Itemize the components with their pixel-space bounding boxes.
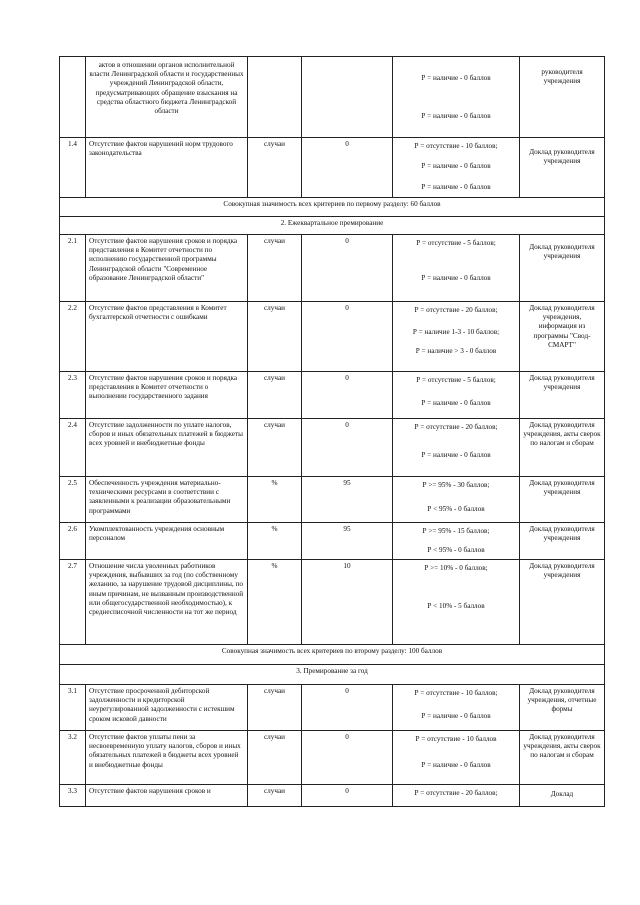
criterion-cell: Отсутствие фактов представления в Комитет бухгалтерской отчетности с ошибками xyxy=(86,302,248,372)
source-cell: Доклад руководителя учреждения, информация из программы "Свод-СМАРТ" xyxy=(520,302,605,372)
source-cell: Доклад руководителя учреждения xyxy=(520,372,605,419)
unit-cell: случаи xyxy=(248,372,302,419)
calc-line: Р = отсутствие - 10 баллов; xyxy=(414,142,498,150)
section-title: 2. Ежеквартальное премирование xyxy=(60,217,605,235)
value-cell: 0 xyxy=(302,302,393,372)
calc-line: Р = наличие > 3 - 0 баллов xyxy=(415,347,497,355)
calc-line: Р < 95% - 0 баллов xyxy=(427,505,485,513)
calc-line: Р = наличие - 0 баллов xyxy=(421,74,491,82)
section-title: 3. Премирование за год xyxy=(60,665,605,685)
row-number: 2.4 xyxy=(60,419,86,477)
section-header-row xyxy=(60,217,605,235)
table-row xyxy=(60,235,605,302)
value-cell: 0 xyxy=(302,731,393,785)
unit-cell: % xyxy=(248,523,302,560)
source-cell: Доклад руководителя учреждения, акты сверок по налогам и сборам xyxy=(520,731,605,785)
criterion-cell: Отношение числа уволенных работников учреждения, выбывших за год (по собственному желанию, за нарушение трудовой дисциплины, по иным причинам, не вызванным производственной или общегосударственной необходимостью), к среднесписочной численности на тот же период xyxy=(86,560,248,645)
source-cell: Доклад руководителя учреждения, акты сверок по налогам и сборам xyxy=(520,419,605,477)
source-cell: Доклад руководителя учреждения xyxy=(520,138,605,198)
row-number: 1.4 xyxy=(60,138,86,198)
row-number: 2.7 xyxy=(60,560,86,645)
row-number: 2.3 xyxy=(60,372,86,419)
unit-cell: случаи xyxy=(248,731,302,785)
unit-cell: случаи xyxy=(248,685,302,731)
unit-cell: случаи xyxy=(248,419,302,477)
row-number: 3.1 xyxy=(60,685,86,731)
row-number: 2.6 xyxy=(60,523,86,560)
calc-cell xyxy=(393,57,520,138)
table-row xyxy=(60,302,605,372)
criterion-cell: Отсутствие задолженности по уплате налогов, сборов и иных обязательных платежей в бюджеты всех уровней и внебюджетные фонды xyxy=(86,419,248,477)
row-number: 3.2 xyxy=(60,731,86,785)
calc-cell xyxy=(393,419,520,477)
calc-line: Р = наличие - 0 баллов xyxy=(421,399,491,407)
unit-cell: случаи xyxy=(248,235,302,302)
criteria-table xyxy=(59,56,605,807)
table-row xyxy=(60,138,605,198)
unit-cell: случаи xyxy=(248,138,302,198)
section-total: Совокупная значимость всех критериев по второму разделу: 100 баллов xyxy=(60,645,605,665)
section-header-row xyxy=(60,665,605,685)
calc-cell xyxy=(393,785,520,807)
criterion-cell: Отсутствие фактов нарушения сроков и xyxy=(86,785,248,807)
table-row xyxy=(60,731,605,785)
calc-line: Р >= 95% - 15 баллов; xyxy=(422,527,490,535)
value-cell: 10 xyxy=(302,560,393,645)
calc-line: Р = отсутствие - 10 баллов xyxy=(415,735,497,743)
table-row xyxy=(60,560,605,645)
unit-cell: случаи xyxy=(248,302,302,372)
calc-line: Р = наличие - 0 баллов xyxy=(421,183,491,191)
calc-cell xyxy=(393,685,520,731)
calc-line: Р = отсутствие - 10 баллов; xyxy=(414,689,498,697)
calc-line: Р < 95% - 0 баллов xyxy=(427,546,485,554)
table-row xyxy=(60,685,605,731)
calc-cell xyxy=(393,302,520,372)
source-cell: Доклад руководителя учреждения xyxy=(520,523,605,560)
value-cell: 0 xyxy=(302,138,393,198)
value-cell: 0 xyxy=(302,419,393,477)
source-cell: Доклад руководителя учреждения xyxy=(520,560,605,645)
calc-line: Р >= 95% - 30 баллов; xyxy=(422,481,490,489)
criterion-cell: Отсутствие фактов нарушений норм трудового законодательства xyxy=(86,138,248,198)
unit-cell xyxy=(248,57,302,138)
table-row xyxy=(60,785,605,807)
source-cell: Доклад xyxy=(520,785,605,807)
unit-cell: случаи xyxy=(248,785,302,807)
calc-cell xyxy=(393,138,520,198)
source-cell: Доклад руководителя учреждения, отчетные формы xyxy=(520,685,605,731)
row-number: 3.3 xyxy=(60,785,86,807)
criterion-cell: Укомплектованность учреждения основным персоналом xyxy=(86,523,248,560)
value-cell: 0 xyxy=(302,785,393,807)
criterion-cell: актов в отношении органов исполнительной власти Ленинградской области и государственных учреждений Ленинградской области, предусматривающих обращение взыскания на средства областного бюджета Ленинградской области xyxy=(86,57,248,138)
unit-cell: % xyxy=(248,477,302,523)
calc-line: Р = отсутствие - 5 баллов; xyxy=(416,239,496,247)
criterion-cell: Отсутствие фактов нарушения сроков и порядка представления в Комитет отчетности о выполнении государственного задания xyxy=(86,372,248,419)
value-cell: 0 xyxy=(302,235,393,302)
calc-line: Р = наличие - 0 баллов xyxy=(421,712,491,720)
calc-line: Р = наличие - 0 баллов xyxy=(421,162,491,170)
section-total-row xyxy=(60,198,605,217)
calc-line: Р = отсутствие - 5 баллов; xyxy=(416,376,496,384)
row-number: 2.5 xyxy=(60,477,86,523)
criterion-cell: Обеспеченность учреждения материально-техническими ресурсами в соответствии с заявленными к реализации образовательными программами xyxy=(86,477,248,523)
value-cell: 95 xyxy=(302,523,393,560)
source-cell: руководителя учреждения xyxy=(520,57,605,138)
table-row xyxy=(60,57,605,138)
source-cell: Доклад руководителя учреждения xyxy=(520,477,605,523)
value-cell: 0 xyxy=(302,685,393,731)
calc-cell xyxy=(393,731,520,785)
section-total-row xyxy=(60,645,605,665)
calc-line: Р = отсутствие - 20 баллов; xyxy=(414,306,498,314)
value-cell: 95 xyxy=(302,477,393,523)
calc-line: Р = наличие 1-3 - 10 баллов; xyxy=(412,328,500,336)
table-row xyxy=(60,477,605,523)
calc-line: Р = наличие - 0 баллов xyxy=(421,761,491,769)
table-row xyxy=(60,372,605,419)
row-number: 2.2 xyxy=(60,302,86,372)
calc-cell xyxy=(393,372,520,419)
row-number: 2.1 xyxy=(60,235,86,302)
calc-line: Р = наличие - 0 баллов xyxy=(421,112,491,120)
section-total: Совокупная значимость всех критериев по первому разделу: 60 баллов xyxy=(60,198,605,217)
row-number xyxy=(60,57,86,138)
criterion-cell: Отсутствие просроченной дебиторской задолженности и кредиторской неурегулированной задолженности с истекшим сроком исковой давности xyxy=(86,685,248,731)
value-cell xyxy=(302,57,393,138)
table-row xyxy=(60,419,605,477)
calc-cell xyxy=(393,235,520,302)
calc-line: Р = наличие - 0 баллов xyxy=(421,274,491,282)
calc-cell xyxy=(393,477,520,523)
calc-cell xyxy=(393,523,520,560)
criterion-cell: Отсутствие фактов нарушения сроков и порядка представления в Комитет отчетности по исполнению государственной программы Ленинградской области "Современное образование Ленинградской области" xyxy=(86,235,248,302)
calc-cell xyxy=(393,560,520,645)
calc-line: Р < 10% - 5 баллов xyxy=(427,602,485,610)
criterion-cell: Отсутствие фактов уплаты пени за несвоевременную уплату налогов, сборов и иных обязательных платежей в бюджеты всех уровней и внебюджетные фонды xyxy=(86,731,248,785)
source-cell: Доклад руководителя учреждения xyxy=(520,235,605,302)
value-cell: 0 xyxy=(302,372,393,419)
table-row xyxy=(60,523,605,560)
calc-line: Р = отсутствие - 20 баллов; xyxy=(414,789,498,797)
calc-line: Р = отсутствие - 20 баллов; xyxy=(414,423,498,431)
calc-line: Р = наличие - 0 баллов xyxy=(421,451,491,459)
calc-line: Р >= 10% - 0 баллов; xyxy=(424,564,488,572)
unit-cell: % xyxy=(248,560,302,645)
